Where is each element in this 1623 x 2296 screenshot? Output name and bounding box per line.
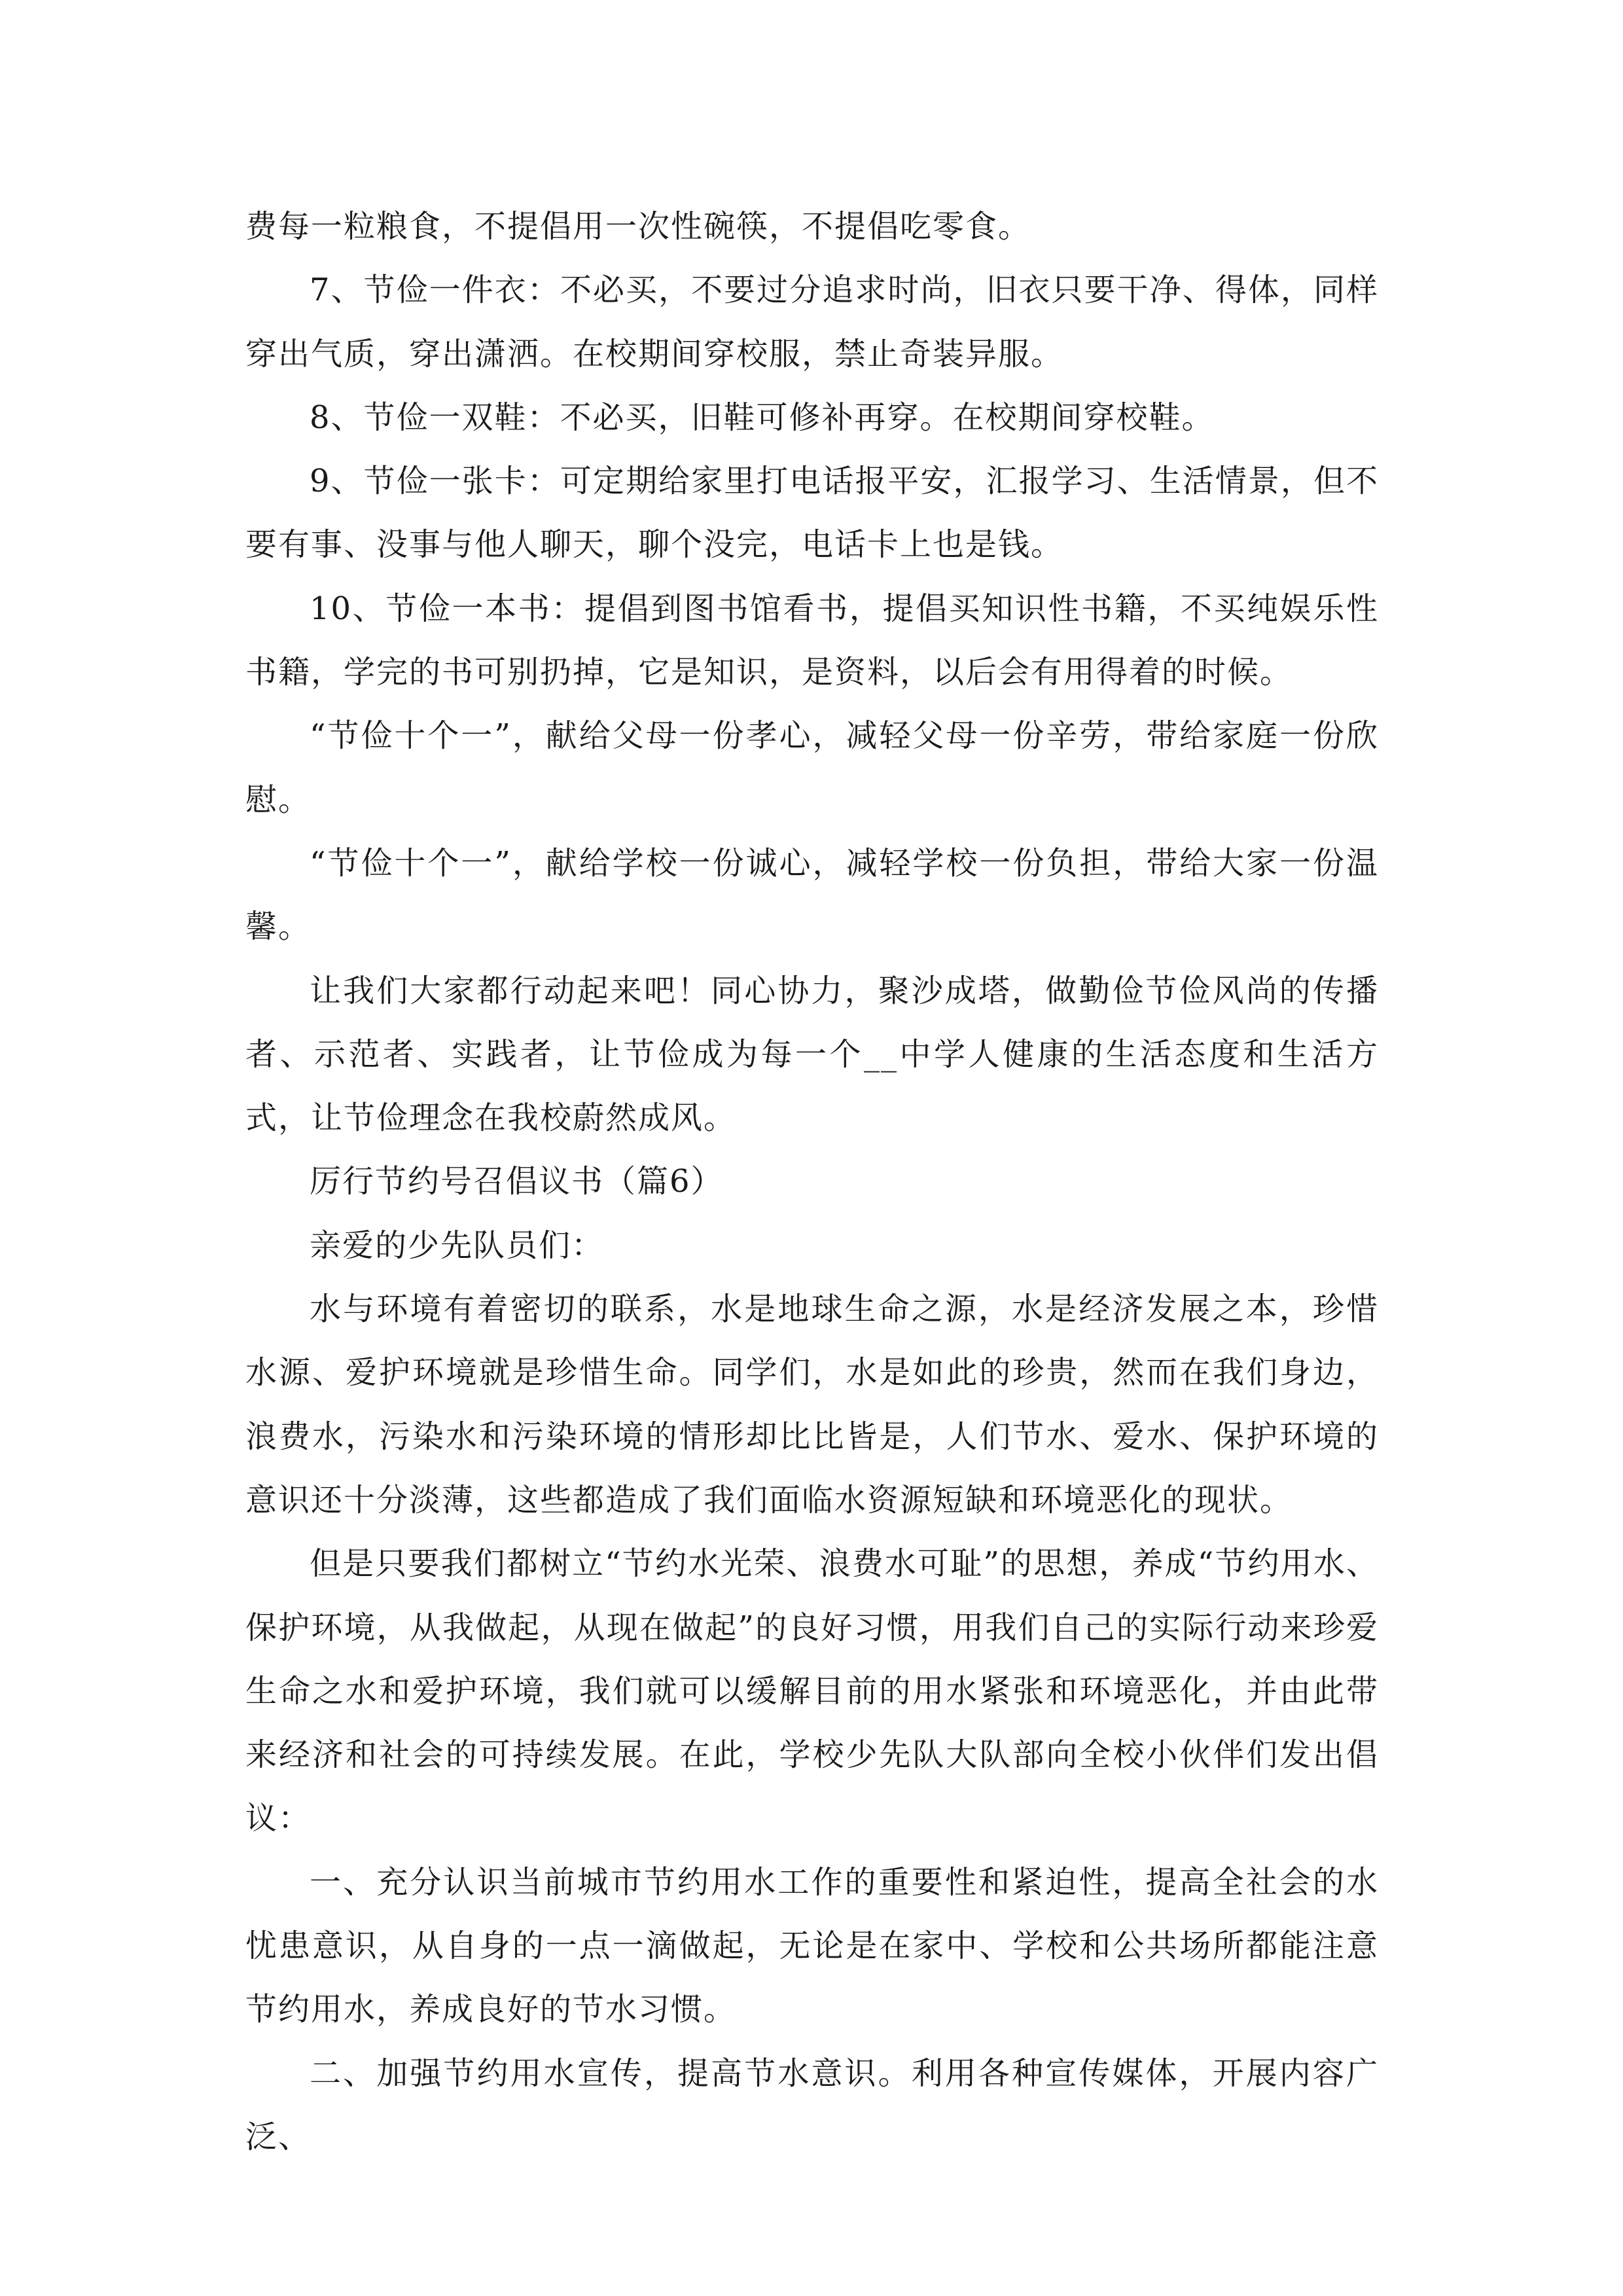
paragraph-proposal-2: 二、加强节约用水宣传，提高节水意识。利用各种宣传媒体，开展内容广泛、 — [245, 2054, 1379, 2155]
paragraph-initiative: 但是只要我们都树立“节约水光荣、浪费水可耻”的思想，养成“节约用水、保护环境，从我做起，从现在做起”的良好习惯，用我们自己的实际行动来珍爱生命之水和爱护环境，我们就可以缓解目前的用水紧张和环境恶化，并由此带来经济和社会的可持续发展。在此，学校少先队大队部向全校小伙伴们发出倡议： — [245, 1545, 1379, 1837]
paragraph-continued-food: 费每一粒粮食，不提倡用一次性碗筷，不提倡吃零食。 — [245, 208, 1031, 245]
paragraph-item-10-book: 10、节俭一本书：提倡到图书馆看书，提倡买知识性书籍，不买纯娱乐性书籍，学完的书可别扔掉，它是知识，是资料，以后会有用得着的时候。 — [245, 590, 1379, 691]
paragraph-item-7-clothes: 7、节俭一件衣：不必买，不要过分追求时尚，旧衣只要干净、得体，同样穿出气质，穿出潇洒。在校期间穿校服，禁止奇装异服。 — [245, 272, 1379, 372]
document-body — [245, 195, 1379, 2169]
paragraph-gift-to-parents: “节俭十个一”，献给父母一份孝心，减轻父母一份辛劳，带给家庭一份欣慰。 — [245, 717, 1379, 818]
paragraph-item-9-phone-card: 9、节俭一张卡：可定期给家里打电话报平安，汇报学习、生活情景，但不要有事、没事与他人聊天，聊个没完，电话卡上也是钱。 — [245, 463, 1379, 564]
salutation: 亲爱的少先队员们： — [310, 1227, 605, 1264]
paragraph-gift-to-school: “节俭十个一”，献给学校一份诚心，减轻学校一份负担，带给大家一份温馨。 — [245, 844, 1379, 946]
section-heading-article-6: 厉行节约号召倡议书（篇6） — [310, 1163, 724, 1200]
paragraph-item-8-shoes: 8、节俭一双鞋：不必买，旧鞋可修补再穿。在校期间穿校鞋。 — [310, 399, 1215, 436]
paragraph-water-environment: 水与环境有着密切的联系，水是地球生命之源，水是经济发展之本，珍惜水源、爱护环境就是珍惜生命。同学们，水是如此的珍贵，然而在我们身边，浪费水，污染水和污染环境的情形却比比皆是，人们节水、爱水、保护环境的意识还十分淡薄，这些都造成了我们面临水资源短缺和环境恶化的现状。 — [245, 1291, 1379, 1518]
paragraph-proposal-1: 一、充分认识当前城市节约用水工作的重要性和紧迫性，提高全社会的水忧患意识，从自身的一点一滴做起，无论是在家中、学校和公共场所都能注意节约用水，养成良好的节水习惯。 — [245, 1863, 1379, 2028]
paragraph-call-to-action: 让我们大家都行动起来吧！同心协力，聚沙成塔，做勤俭节俭风尚的传播者、示范者、实践者，让节俭成为每一个__中学人健康的生活态度和生活方式，让节俭理念在我校蔚然成风。 — [245, 972, 1379, 1137]
